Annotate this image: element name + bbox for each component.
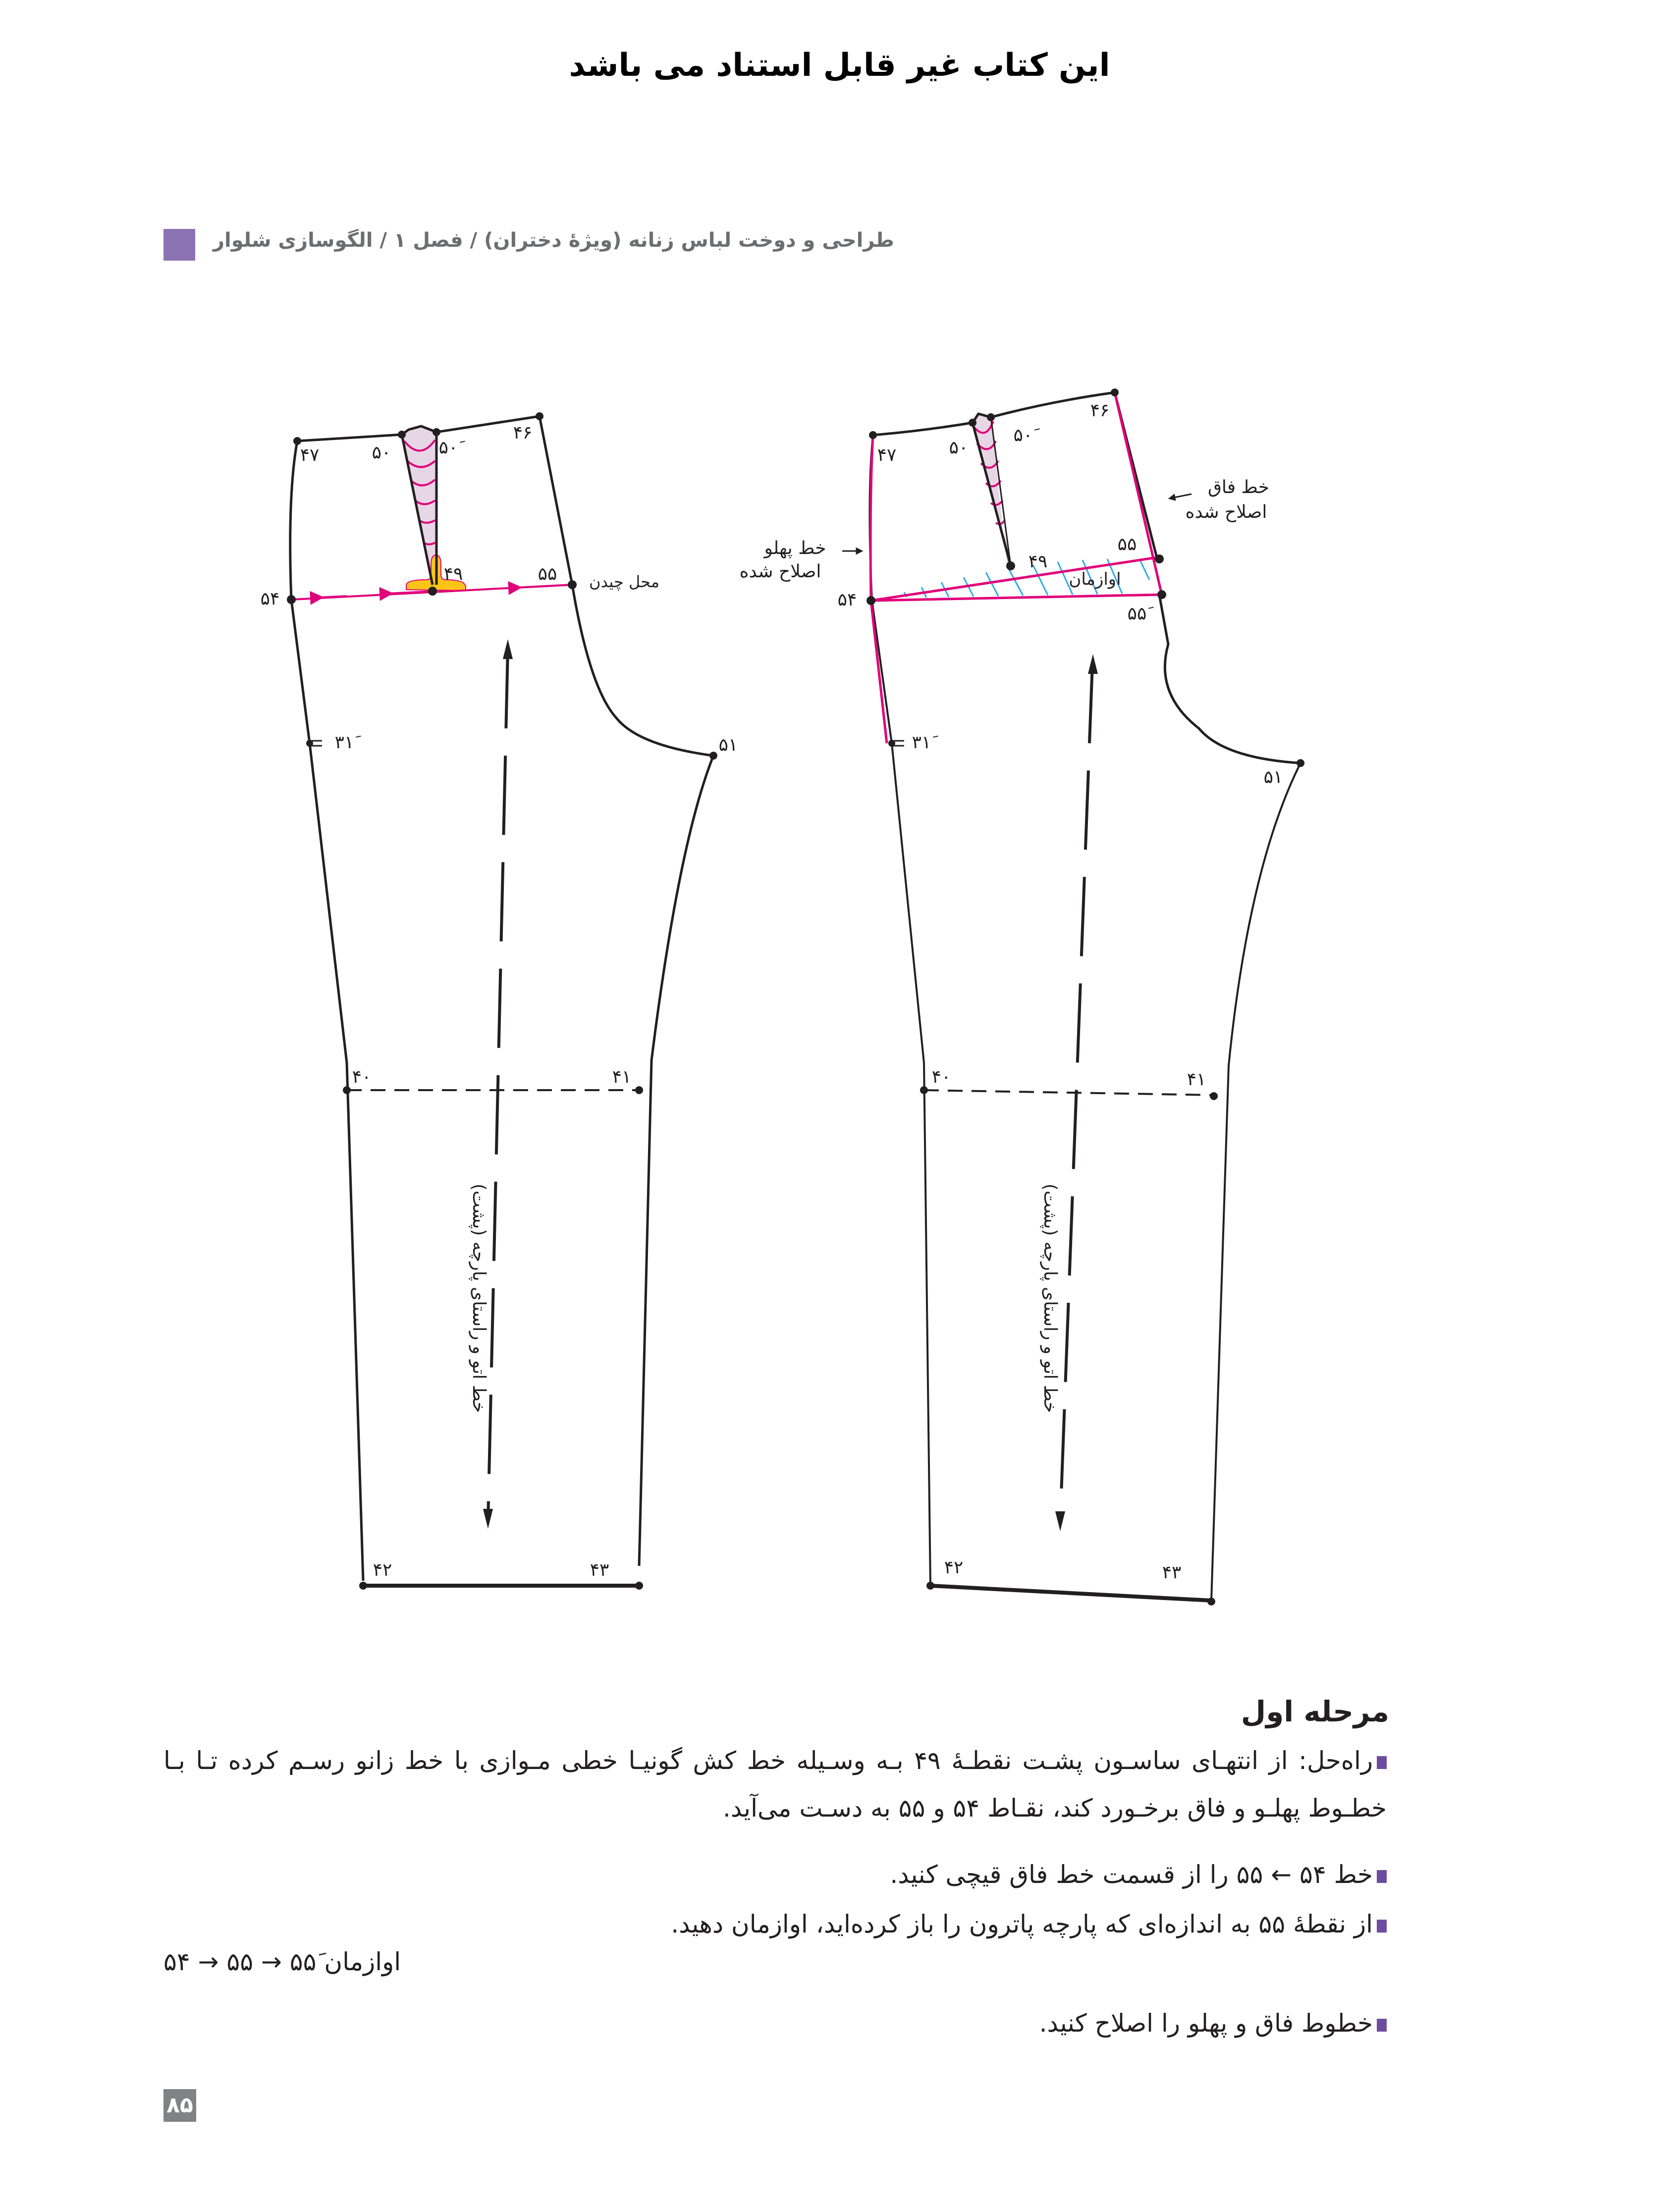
bullet-square-icon — [1377, 1920, 1387, 1933]
point-label: ۴۳ — [590, 1560, 609, 1580]
breadcrumb: طراحی و دوخت لباس زنانه (ویژهٔ دختران) / فصل ۱ / الگوسازی شلوار — [213, 229, 894, 252]
point-label: ۵۴ — [260, 589, 280, 609]
point-label: ۵۰ — [372, 442, 391, 463]
left-pattern-piece — [261, 412, 738, 1590]
spread-label: اوازمان — [1069, 569, 1121, 589]
page-number: ۸۵ — [163, 2089, 196, 2122]
point-label: ۴۰ — [931, 1067, 951, 1087]
point-label: ۴۰ — [352, 1067, 372, 1087]
instruction-paragraph: از نقطهٔ ۵۵ به اندازه‌ای که پارچه پاترون را باز کرده‌اید، اوازمان دهید. — [163, 1900, 1387, 1948]
side-line-label-2: اصلاح شده — [739, 561, 821, 582]
point-label: ۴۲ — [944, 1557, 964, 1578]
section-title: مرحله اول — [1241, 1695, 1389, 1728]
point-label: ۵۱ — [718, 735, 738, 755]
point-label: ۴۶ — [1090, 400, 1110, 421]
point-label: ۴۶ — [513, 423, 533, 443]
crotch-line-label-2: اصلاح شده — [1185, 502, 1267, 522]
point-label: ۵۱ — [1263, 767, 1283, 787]
point-label: ۴۷ — [300, 445, 320, 465]
point-label: ۵۰ — [949, 438, 969, 458]
watermark-text: این کتاب غیر قابل استناد می باشد — [569, 47, 1110, 84]
bullet-square-icon — [1377, 1870, 1387, 1883]
bullet-square-icon — [1377, 2019, 1387, 2032]
point-label: ۴۳ — [1162, 1562, 1182, 1583]
grainline-label: خط اتو و راستای پارچه (پشت) — [1040, 1183, 1060, 1413]
instruction-paragraph: خط ۵۴ ← ۵۵ را از قسمت خط فاق قیچی کنید. — [163, 1851, 1387, 1898]
point-label: ۵۰َ — [1013, 425, 1033, 445]
point-label: ۵۵ — [538, 564, 557, 584]
point-label: ۴۹ — [443, 564, 463, 584]
grainline-label: خط اتو و راستای پارچه (پشت) — [469, 1183, 489, 1413]
point-label: ۵۴ — [837, 590, 857, 610]
side-line-label: خط پهلو — [764, 538, 826, 558]
instruction-paragraph: خطوط فاق و پهلو را اصلاح کنید. — [163, 1999, 1387, 2047]
point-label: ۳۱َ — [912, 732, 931, 753]
fold-label: محل چیدن — [589, 572, 659, 591]
point-label: ۴۲ — [373, 1560, 392, 1580]
bullet-square-icon — [1377, 1756, 1387, 1769]
point-label: ۵۵ — [1117, 534, 1137, 554]
point-label: ۴۱ — [612, 1067, 632, 1087]
point-label: ۴۱ — [1187, 1069, 1206, 1090]
point-label: ۵۰َ — [438, 438, 458, 458]
point-label: ۳۱َ — [334, 732, 354, 753]
crotch-line-label: خط فاق — [1208, 477, 1269, 498]
point-label: ۴۷ — [877, 445, 897, 465]
point-label: ۴۹ — [1028, 552, 1048, 572]
spread-formula: ۵۴ → ۵۵ → ۵۵َ اوازمان — [163, 1947, 401, 1976]
right-pattern-piece — [740, 388, 1304, 1605]
point-label: ۵۵َ — [1127, 604, 1147, 624]
instruction-paragraph: راه‌حل: از انتهـای ساسـون پشـت نقطـهٔ ۴۹ بـه وسـیله خط کش گونیـا خطی مـوازی با خط زانو رسـم کرده تـا بـا خطـوط پهلـو و فاق برخـورد کند، نقـاط ۵۴ و ۵۵ به دسـت می‌آید. — [163, 1746, 1387, 1823]
